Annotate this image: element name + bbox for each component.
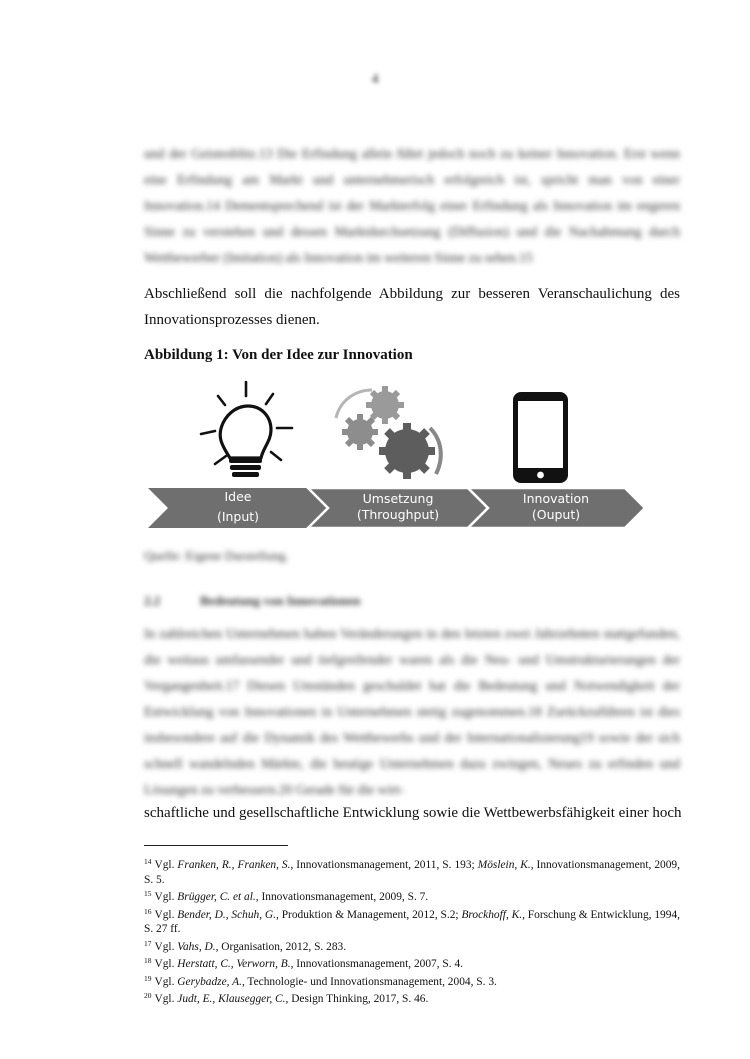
- footnote-separator: [144, 845, 288, 846]
- footnote: $^{19}$ Vgl. Gerybadze, A., Technologie- und Innovationsmanagement, 2004, S. 3.: [144, 973, 497, 988]
- stage-sublabel-innovation: (Ouput): [531, 507, 581, 522]
- lightbulb-icon: [201, 382, 292, 477]
- section-title: Bedeutung von Innovationen: [200, 593, 361, 608]
- footnote: $^{20}$ Vgl. Judt, E., Klausegger, C., Design Thinking, 2017, S. 46.: [144, 991, 429, 1005]
- gears-icon: [336, 386, 441, 479]
- blurred-paragraph-top: [144, 141, 680, 271]
- section-heading: [144, 593, 360, 609]
- figure-title: Abbildung 1: Von der Idee zur Innovation: [144, 347, 413, 363]
- stage-label-umsetzung: Umsetzung: [362, 491, 434, 506]
- stage-label-idee: Idee: [224, 489, 252, 504]
- clear-last-line: schaftliche und gesellschaftliche Entwicklung sowie die Wettbewerbsfähigkeit einer hoch: [144, 805, 682, 821]
- footnotes: [144, 855, 680, 1007]
- footnote: $^{14}$ Vgl. Franken, R., Franken, S., Innovationsmanagement, 2011, S. 193; Möslein, K., Innovationsmanagement, 2009, S. 5.: [144, 857, 680, 886]
- figure-graphic: [140, 378, 660, 538]
- stage-label-innovation: Innovation: [522, 491, 590, 506]
- figure-source: Quelle: Eigene Darstellung.: [144, 548, 289, 563]
- blurred-paragraph-section-text: In zahlreichen Unternehmen haben Veränderungen in den letzten zwei Jahrzehnten stattgefunden, die weitaus umfassender und tiefgreifender waren als die Neu- und Umstrukturierungen der Vergangenheit.17 Diesen Umständen geschuldet hat die Bedeutung und Notwendigkeit der Entwicklung von Innovationen in Unternehmen stetig zugenommen.18 Zurückzuführen ist dies insbesondere auf die Dynamik des Wettbewerbs und der Internationalisierung19 sowie der sich schnell wandelnden Märkte, die heutige Unternehmen dazu zwingen, Neues zu erfinden und Lösungen zu verbessern.20 Gerade für die wirt-: [144, 626, 680, 797]
- footnote: $^{18}$ Vgl. Herstatt, C., Verworn, B., Innovationsmanagement, 2007, S. 4.: [144, 956, 463, 970]
- page-number: 4: [371, 72, 379, 87]
- footnote: $^{15}$ Vgl. Brügger, C. et al., Innovationsmanagement, 2009, S. 7.: [144, 889, 429, 903]
- smartphone-icon: [513, 392, 568, 483]
- blurred-paragraph-section: [144, 621, 680, 803]
- blurred-paragraph-top-text: und der Geistesblitz.13 Die Erfindung allein führt jedoch noch zu keiner Innovation. Erst wenn eine Erfindung am Markt und unternehmerisch erfolgreich ist, spricht man von einer Innovation.14 Dementsprechend ist der Markterfolg einer Erfindung als Innovation im engeren Sinne zu verstehen und dessen Marktdurchsetzung (Diffusion) und die Nachahmung durch Wettbewerber (Imitation) als Innovation im weiteren Sinne zu sehen.15: [144, 146, 680, 265]
- stage-sublabel-idee: (Input): [216, 509, 260, 524]
- stage-sublabel-umsetzung: (Throughput): [356, 507, 440, 522]
- footnote: $^{16}$ Vgl. Bender, D., Schuh, G., Produktion & Management, 2012, S.2; Brockhoff, K., Forschung & Entwicklung, 1994, S. 27 ff.: [144, 906, 680, 935]
- section-number: 2.2: [144, 593, 161, 608]
- footnote: $^{17}$ Vgl. Vahs, D., Organisation, 2012, S. 283.: [144, 938, 347, 953]
- intro-paragraph: Abschließend soll die nachfolgende Abbildung zur besseren Veranschaulichung des Innovationsprozesses dienen.: [144, 286, 680, 328]
- innovation-process-figure: [140, 378, 660, 538]
